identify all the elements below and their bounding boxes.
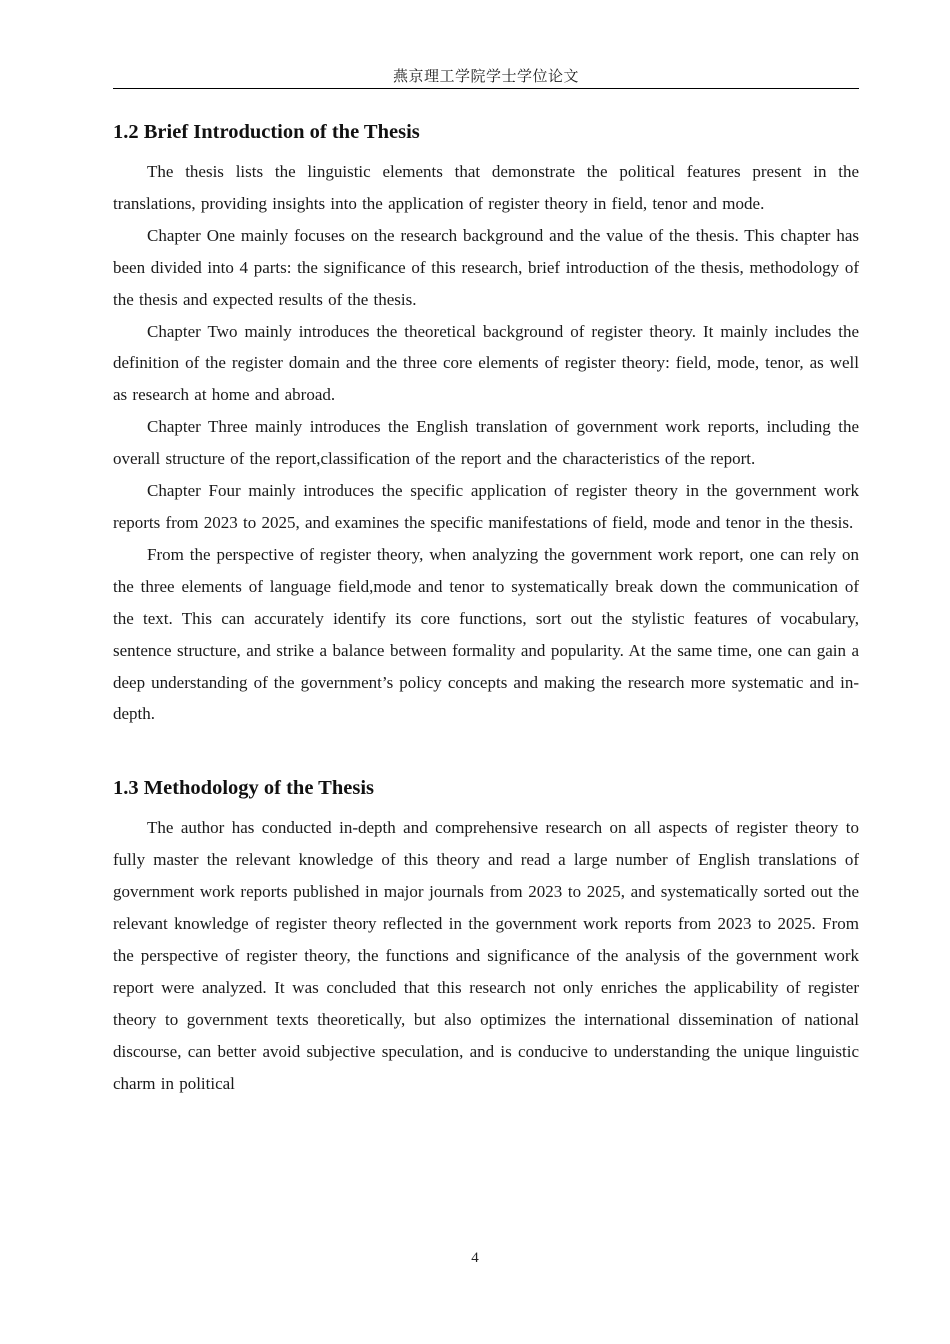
page-content (113, 112, 859, 1099)
running-header: 燕京理工学院学士学位论文 (392, 67, 579, 85)
paragraph: The author has conducted in-depth and comprehensive research on all aspects of register theory to fully master the relevant knowledge of this theory and read a large number of English translations of government work reports published in major journals from 2023 to 2025, and systematically sorted out the relevant knowledge of register theory reflected in the government work reports from 2023 to 2025. From the perspective of register theory, the functions and significance of the analysis of the government work report were analyzed. It was concluded that this research not only enriches the applicability of register theory to government texts theoretically, but also optimizes the international dissemination of national discourse, can better avoid subjective speculation, and is conducive to understanding the unique linguistic charm in political (113, 818, 859, 1093)
paragraph: The thesis lists the linguistic elements that demonstrate the political features present in the translations, providing insights into the application of register theory in field, tenor and mode. (113, 162, 859, 213)
section-heading-1-3: 1.3 Methodology of the Thesis (113, 777, 375, 800)
paragraph: From the perspective of register theory, when analyzing the government work report, one can rely on the three elements of language field,mode and tenor to systematically break down the communication of the text. This can accurately identify its core functions, sort out the stylistic features of vocabulary, sentence structure, and strike a balance between formality and popularity. At the same time, one can gain a deep understanding of the government’s policy concepts and making the research more systematic and in-depth. (113, 544, 859, 724)
page-number: 4 (471, 1250, 479, 1266)
paragraph: Chapter Four mainly introduces the specific application of register theory in the government work reports from 2023 to 2025, and examines the specific manifestations of field, mode and tenor in the thesis. (113, 481, 859, 532)
section-heading-1-2: 1.2 Brief Introduction of the Thesis (113, 121, 420, 143)
paragraph: Chapter Three mainly introduces the English translation of government work reports, including the overall structure of the report,classification of the report and the characteristics of the report. (113, 417, 859, 469)
paragraph: Chapter One mainly focuses on the research background and the value of the thesis. This chapter has been divided into 4 parts: the significance of this research, brief introduction of the thesis, methodology of the thesis and expected results of the thesis. (113, 225, 859, 309)
paragraph: Chapter Two mainly introduces the theoretical background of register theory. It mainly includes the definition of the register domain and the three core elements of register theory: field, mode, tenor, as well as research at home and abroad. (113, 321, 859, 405)
header-rule (113, 88, 859, 89)
